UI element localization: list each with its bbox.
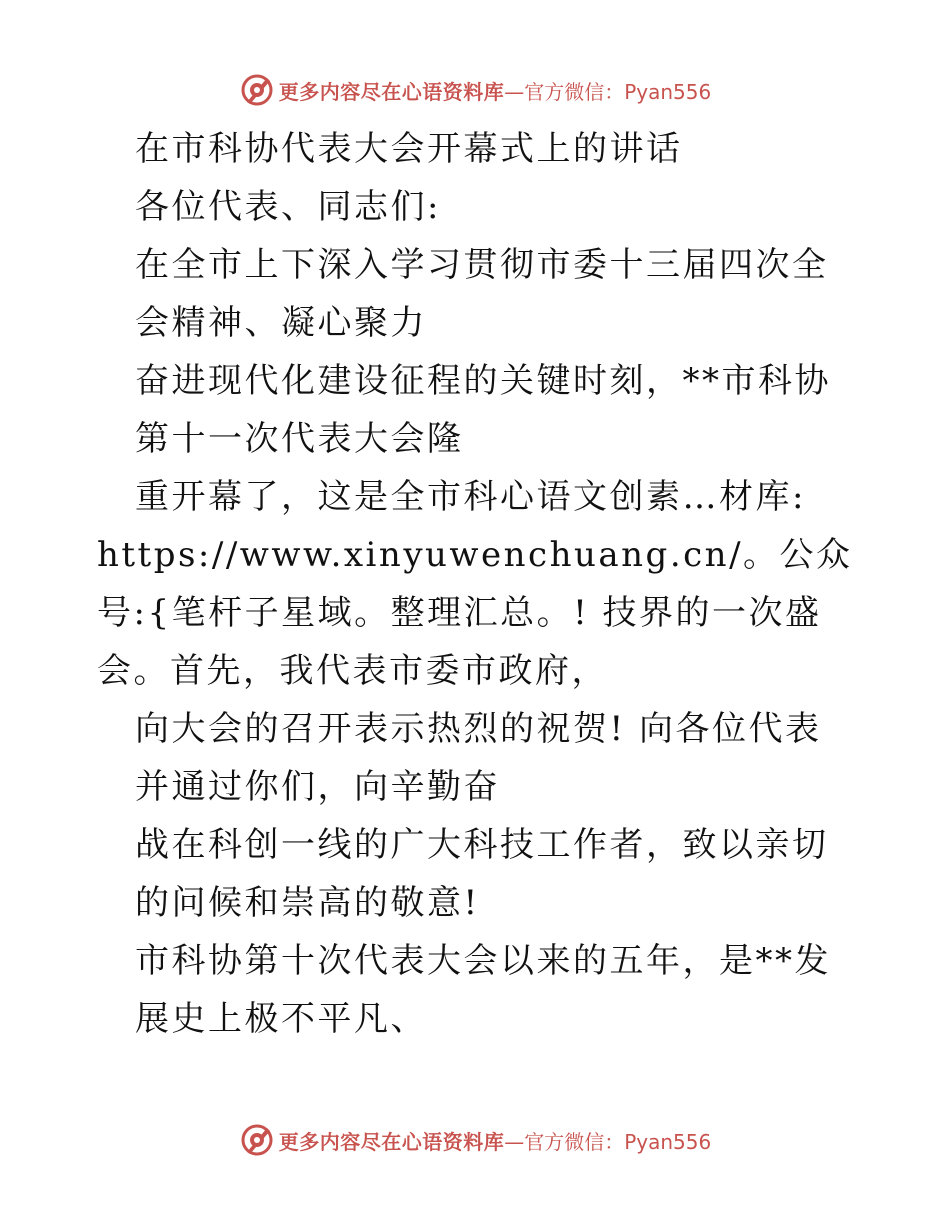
footer-watermark — [0, 1120, 950, 1160]
paragraph: 奋进现代化建设征程的关键时刻，**市科协第十一次代表大会隆 — [135, 361, 831, 459]
watermark-wechat: —官方微信：Pyan556 — [504, 1129, 712, 1154]
paragraph: 向大会的召开表示热烈的祝贺! 向各位代表并通过你们，向辛勤奋 — [135, 709, 822, 807]
paragraph: 在全市上下深入学习贯彻市委十三届四次全会精神、凝心聚力 — [135, 245, 829, 343]
document-body — [97, 120, 857, 1048]
watermark-text: 更多内容尽在心语资料库 — [278, 79, 505, 104]
paragraph: 重开幕了，这是全市科心语文创素…材库: — [135, 477, 806, 517]
watermark-wechat: —官方微信：Pyan556 — [504, 79, 712, 104]
salutation: 各位代表、同志们: — [135, 187, 441, 227]
paragraph: 战在科创一线的广大科技工作者，致以亲切的问候和崇高的敬意! — [135, 825, 829, 923]
watermark-text: 更多内容尽在心语资料库 — [278, 1129, 505, 1154]
document-title: 在市科协代表大会开幕式上的讲话 — [135, 129, 683, 169]
quill-seal-icon — [239, 1122, 275, 1158]
paragraph-url: https://www.xinyuwenchuang.cn/。公众号:{笔杆子星域。整理汇总。! 技界的一次盛会。首先，我代表市委市政府， — [97, 535, 853, 691]
quill-seal-icon — [239, 72, 275, 108]
paragraph: 市科协第十次代表大会以来的五年，是**发展史上极不平凡、 — [135, 941, 831, 1039]
header-watermark — [0, 70, 950, 110]
